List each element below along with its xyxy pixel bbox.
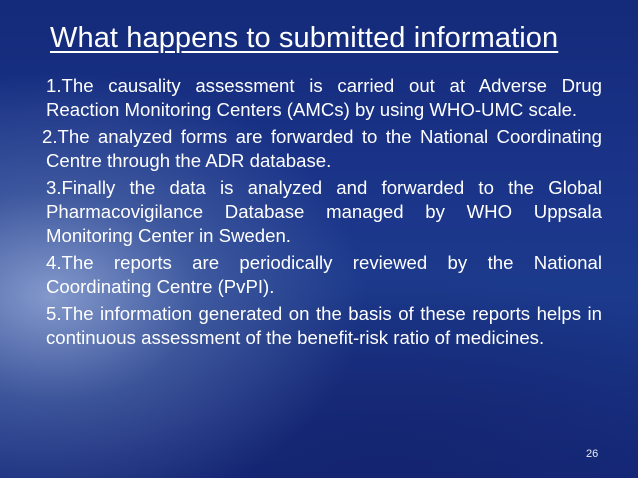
list-item-text: The analyzed forms are forwarded to the National Coordinating Centre through the ADR database. — [46, 126, 602, 171]
list-item-number: 3. — [46, 177, 62, 198]
list-item-text: Finally the data is analyzed and forwarded to the Global Pharmacovigilance Database managed by WHO Uppsala Monitoring Center in Sweden. — [46, 177, 602, 246]
list-item — [46, 176, 602, 248]
list-item — [46, 74, 602, 122]
list-item-number: 5. — [46, 303, 62, 324]
list-item-number: 2. — [42, 126, 58, 147]
list-item-text: The reports are periodically reviewed by the National Coordinating Centre (PvPI). — [46, 252, 602, 297]
list-item-number: 4. — [46, 252, 62, 273]
page-number: 26 — [586, 448, 599, 460]
slide-title: What happens to submitted information — [50, 22, 559, 54]
list-item — [46, 251, 602, 299]
list-item-text: The information generated on the basis of these reports helps in continuous assessment of the benefit-risk ratio of medicines. — [46, 303, 602, 348]
list-item — [46, 302, 602, 350]
list-item — [42, 125, 602, 173]
numbered-list — [42, 74, 602, 353]
list-item-text: The causality assessment is carried out at Adverse Drug Reaction Monitoring Centers (AMCs) by using WHO-UMC scale. — [46, 75, 602, 120]
list-item-number: 1. — [46, 75, 62, 96]
